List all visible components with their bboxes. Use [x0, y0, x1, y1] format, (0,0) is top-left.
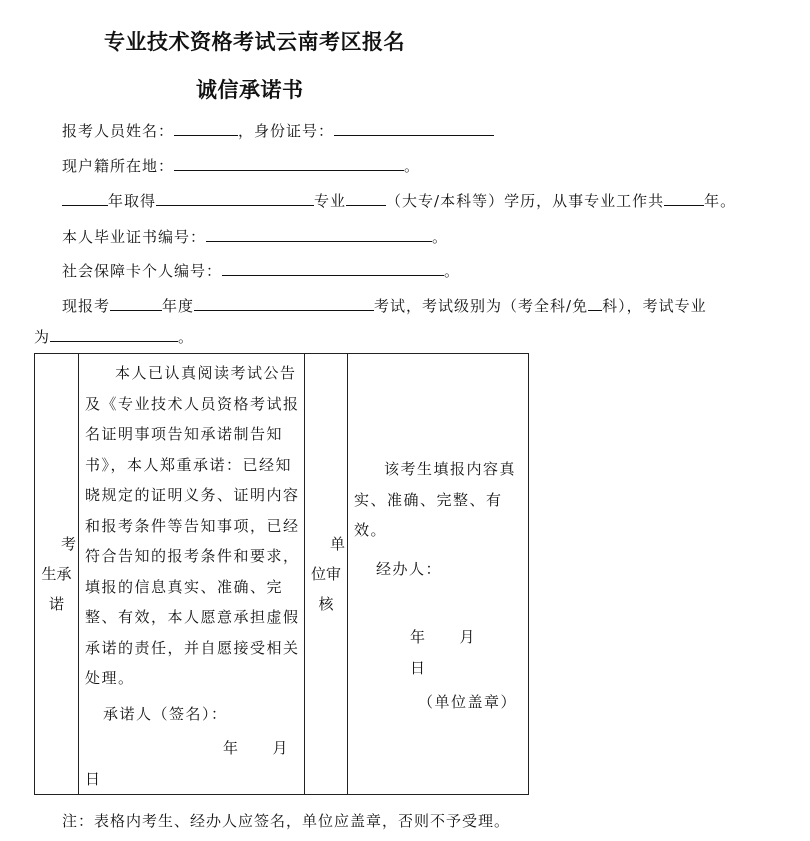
id-blank[interactable] — [334, 120, 494, 136]
cert-blank[interactable] — [206, 226, 432, 242]
exempt-blank[interactable] — [588, 295, 602, 311]
unit-header-2: 位审 — [310, 565, 341, 583]
name-blank[interactable] — [174, 120, 238, 136]
candidate-header-1: 考 — [60, 535, 76, 553]
document-subtitle: 诚信承诺书 — [196, 77, 304, 102]
apply-exam: 考试，考试级别为（考全科/免 — [374, 297, 589, 315]
years-suffix: 年。 — [704, 192, 737, 210]
social-label: 社会保障卡个人编号： — [62, 262, 223, 280]
cert-end: 。 — [432, 228, 449, 246]
work-years-blank[interactable] — [664, 190, 704, 206]
major-label: 专业 — [314, 192, 347, 210]
degree-blank[interactable] — [346, 190, 386, 206]
promise-text: 本人已认真阅读考试公告及《专业技术人员资格考试报名证明事项告知承诺制告知书》，本人郑重承诺：已经知晓规定的证明义务、证明内容和报考条件等告知事项，已经符合告知的报考条件和要求，填报的信息真实、准确、完整、有效，本人愿意承担虚假承诺的责任，并自愿接受相关处理。 — [85, 364, 300, 687]
school-blank[interactable] — [156, 190, 314, 206]
unit-date: 年 月 日 — [410, 628, 510, 677]
certificate-line — [62, 226, 448, 247]
apply-year-blank[interactable] — [110, 295, 162, 311]
cert-label: 本人毕业证书编号： — [62, 228, 207, 246]
promise-date-d: 日 — [85, 769, 102, 788]
education-line — [62, 190, 736, 211]
unit-header-1: 单 — [329, 535, 345, 553]
degree-text: （大专/本科等）学历，从事专业工作共 — [386, 192, 665, 210]
apply-prefix: 现报考 — [62, 297, 111, 315]
major-end: 。 — [178, 328, 195, 346]
apply-line — [62, 295, 707, 316]
promise-table — [34, 353, 529, 795]
exam-major-line — [34, 326, 194, 347]
social-blank[interactable] — [222, 260, 444, 276]
grad-year-blank[interactable] — [62, 190, 108, 206]
name-label: 报考人员姓名： — [62, 122, 175, 140]
handler-label[interactable]: 经办人： — [376, 559, 443, 578]
signer-label[interactable]: 承诺人（签名）： — [103, 704, 228, 723]
name-id-line — [62, 120, 494, 141]
promise-cell — [79, 354, 305, 795]
social-security-line — [62, 260, 460, 281]
document-title: 专业技术资格考试云南考区报名 — [104, 29, 405, 54]
year-suffix: 年取得 — [108, 192, 157, 210]
residence-end: 。 — [404, 157, 421, 175]
apply-subject: 科），考试专业 — [602, 297, 707, 315]
residence-label: 现户籍所在地： — [62, 157, 175, 175]
exam-major-blank[interactable] — [50, 326, 178, 342]
residence-line — [62, 155, 420, 176]
unit-seal: （单位盖章） — [418, 693, 518, 711]
unit-header-3: 核 — [318, 595, 334, 613]
apply-year: 年度 — [162, 297, 195, 315]
promise-date-ym: 年 月 — [223, 739, 290, 757]
unit-header-cell — [305, 354, 348, 795]
social-end: 。 — [444, 262, 461, 280]
major-prefix: 为 — [34, 328, 51, 346]
exam-name-blank[interactable] — [194, 295, 374, 311]
candidate-header-cell — [35, 354, 79, 795]
unit-review-text: 该考生填报内容真实、准确、完整、有效。 — [354, 460, 517, 539]
residence-blank[interactable] — [174, 155, 404, 171]
id-label: ，身份证号： — [238, 122, 335, 140]
footer-note: 注：表格内考生、经办人应签名，单位应盖章，否则不予受理。 — [62, 812, 511, 830]
candidate-header-3: 诺 — [48, 595, 64, 613]
unit-review-cell — [348, 354, 529, 795]
candidate-header-2: 生承 — [41, 565, 72, 583]
